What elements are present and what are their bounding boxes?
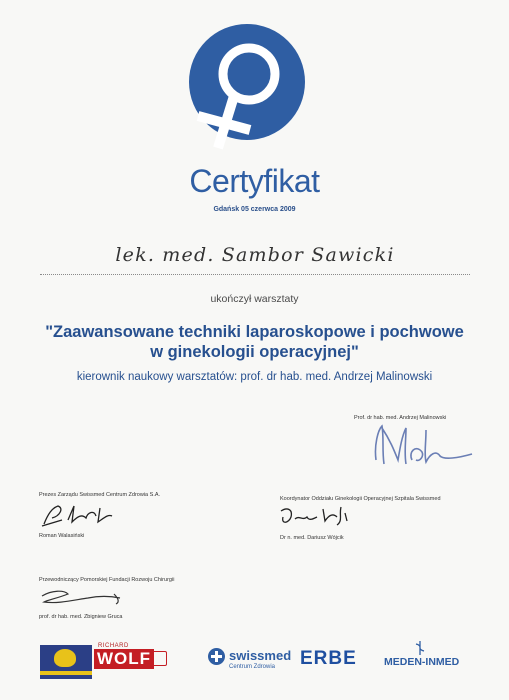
meden-inmed-label: MEDEN-INMED	[384, 656, 460, 668]
completed-text: ukończył warsztaty	[210, 293, 299, 305]
meden-inmed-logo	[384, 640, 464, 672]
workshop-title	[0, 322, 509, 362]
chairman-caption: Przewodniczący Pomorskiej Fundacji Rozwoju Chirurgii	[39, 577, 175, 583]
wolf-label: WOLF	[94, 649, 154, 669]
recipient-name: lek. med. Sambor Sawicki	[115, 244, 395, 266]
female-symbol-icon	[182, 22, 312, 162]
caduceus-icon	[412, 640, 428, 656]
certificate-title: Certyfikat	[189, 163, 320, 199]
director-signature	[368, 420, 488, 470]
swissmed-label: swissmed	[229, 648, 292, 663]
workshop-title-line1: "Zaawansowane techniki laparoskopowe i pochwowe	[45, 323, 464, 341]
recipient-underline	[40, 274, 470, 275]
swissmed-logo	[208, 648, 298, 678]
scientific-director: kierownik naukowy warsztatów: prof. dr hab. med. Andrzej Malinowski	[76, 371, 433, 383]
president-signature	[38, 500, 128, 530]
chairman-name: prof. dr hab. med. Zbigniew Gruca	[39, 614, 123, 620]
swissmed-mark-icon	[208, 648, 225, 665]
erbe-logo: ERBE	[300, 648, 357, 669]
swissmed-sub-label: Centrum Zdrowia	[229, 664, 276, 670]
director-signature-caption: Prof. dr hab. med. Andrzej Malinowski	[354, 415, 447, 421]
richard-label: RICHARD	[98, 643, 129, 649]
president-name: Roman Walasiński	[39, 533, 85, 539]
workshop-title-line2: w ginekologii operacyjnej"	[150, 343, 359, 361]
foundation-logo	[40, 645, 92, 679]
richard-wolf-logo	[94, 643, 174, 673]
coordinator-caption: Koordynator Oddziału Ginekologii Operacyjnej Szpitala Swissmed	[280, 496, 441, 502]
wolf-mark-icon	[152, 651, 167, 666]
certificate-date: Gdańsk 05 czerwca 2009	[213, 206, 296, 213]
president-caption: Prezes Zarządu Swissmed Centrum Zdrowia S.A.	[39, 492, 161, 498]
chairman-signature	[38, 586, 128, 612]
coordinator-signature	[277, 503, 357, 533]
coordinator-name: Dr n. med. Dariusz Wójcik	[280, 535, 344, 541]
